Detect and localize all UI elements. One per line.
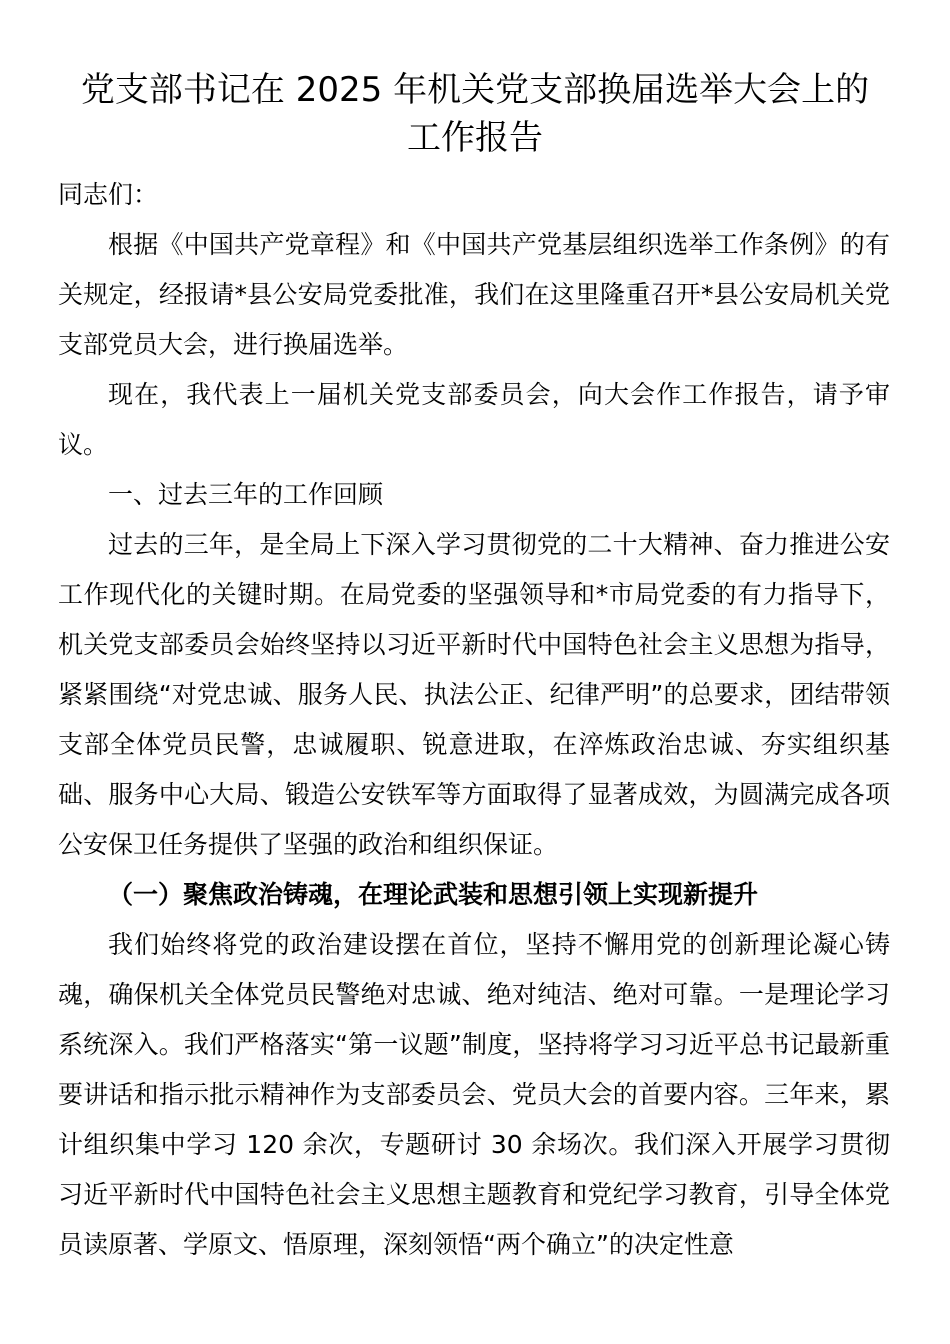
section-1-heading: 一、过去三年的工作回顾: [108, 480, 384, 509]
paragraph-2: 现在，我代表上一届机关党支部委员会，向大会作工作报告，请予审议。: [58, 380, 890, 459]
title-line-1: 党支部书记在 2025 年机关党支部换届选举大会上的: [80, 70, 870, 110]
subsection-1-paragraph: 我们始终将党的政治建设摆在首位，坚持不懈用党的创新理论凝心铸魂，确保机关全体党员民警绝对忠诚、绝对纯洁、绝对可靠。一是理论学习系统深入。我们严格落实“第一议题”制度，坚持将学习习近平总书记最新重要讲话和指示批示精神作为支部委员会、党员大会的首要内容。三年来，累计组织集中学习 120 余次，专题研讨 30 余场次。我们深入开展学习贯彻习近平新时代中国特色社会主义思想主题教育和党纪学习教育，引导全体党员读原著、学原文、悟原理，深刻领悟“两个确立”的决定性意: [58, 930, 890, 1259]
salutation: 同志们：: [58, 180, 159, 209]
title-line-2: 工作报告: [407, 118, 543, 158]
section-1-paragraph: 过去的三年，是全局上下深入学习贯彻党的二十大精神、奋力推进公安工作现代化的关键时期。在局党委的坚强领导和*市局党委的有力指导下，机关党支部委员会始终坚持以习近平新时代中国特色社会主义思想为指导，紧紧围绕“对党忠诚、服务人民、执法公正、纪律严明”的总要求，团结带领支部全体党员民警，忠诚履职、锐意进取，在淬炼政治忠诚、夯实组织基础、服务中心大局、锻造公安铁军等方面取得了显著成效，为圆满完成各项公安保卫任务提供了坚强的政治和组织保证。: [58, 530, 890, 859]
document-body: [58, 170, 890, 1270]
subsection-1-heading: （一）聚焦政治铸魂，在理论武装和思想引领上实现新提升: [108, 880, 759, 909]
paragraph-1: 根据《中国共产党章程》和《中国共产党基层组织选举工作条例》的有关规定，经报请*县公安局党委批准，我们在这里隆重召开*县公安局机关党支部党员大会，进行换届选举。: [58, 230, 890, 359]
document-title: [40, 66, 910, 162]
